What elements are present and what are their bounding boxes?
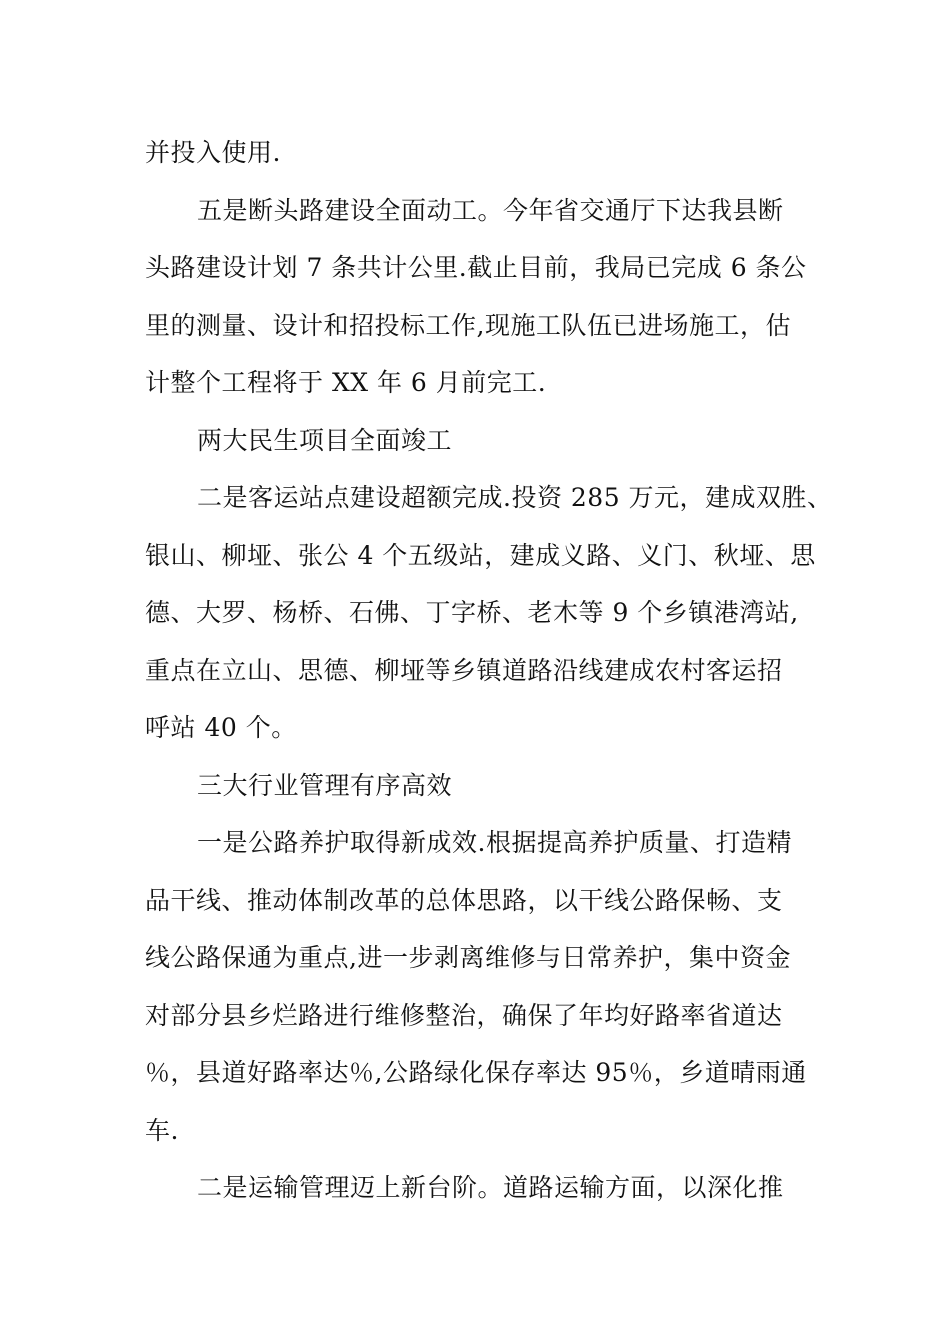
text-line: 呼站 40 个。 bbox=[145, 713, 297, 742]
paragraph bbox=[145, 814, 825, 1159]
paragraph bbox=[145, 412, 825, 470]
text-line: 里的测量、设计和招投标工作,现施工队伍已进场施工，估 bbox=[145, 310, 791, 340]
text-line: 三大行业管理有序高效 bbox=[197, 770, 453, 800]
paragraph bbox=[145, 757, 825, 815]
text-line: 一是公路养护取得新成效.根据提高养护质量、打造精 bbox=[197, 828, 792, 857]
text-line: 线公路保通为重点,进一步剥离维修与日常养护，集中资金 bbox=[145, 943, 791, 972]
text-line: 计整个工程将于 XX 年 6 月前完工. bbox=[145, 368, 547, 397]
text-line: 五是断头路建设全面动工。今年省交通厅下达我县断 bbox=[197, 195, 784, 225]
text-line: 重点在立山、思德、柳垭等乡镇道路沿线建成农村客运招 bbox=[145, 655, 783, 685]
paragraph bbox=[145, 469, 833, 757]
paragraph bbox=[145, 182, 825, 412]
text-line: 对部分县乡烂路进行维修整治，确保了年均好路率省道达 bbox=[145, 1000, 783, 1030]
text-line: ％，县道好路率达％,公路绿化保存率达 95％，乡道晴雨通 bbox=[145, 1058, 807, 1087]
text-line: 二是运输管理迈上新台阶。道路运输方面，以深化推 bbox=[197, 1173, 784, 1202]
text-line: 品干线、推动体制改革的总体思路，以干线公路保畅、支 bbox=[145, 885, 783, 915]
document-body bbox=[145, 124, 833, 1217]
text-line: 银山、柳垭、张公 4 个五级站，建成义路、义门、秋垭、思 bbox=[145, 540, 816, 570]
paragraph bbox=[145, 1159, 825, 1217]
text-line: 德、大罗、杨桥、石佛、丁字桥、老木等 9 个乡镇港湾站, bbox=[145, 598, 799, 627]
paragraph bbox=[145, 124, 825, 182]
text-line: 头路建设计划 7 条共计公里.截止目前，我局已完成 6 条公 bbox=[145, 253, 807, 282]
text-line: 两大民生项目全面竣工 bbox=[197, 425, 453, 455]
text-line: 并投入使用. bbox=[145, 138, 281, 167]
text-line: 车. bbox=[145, 1115, 179, 1145]
text-line: 二是客运站点建设超额完成.投资 285 万元，建成双胜、 bbox=[197, 483, 833, 512]
